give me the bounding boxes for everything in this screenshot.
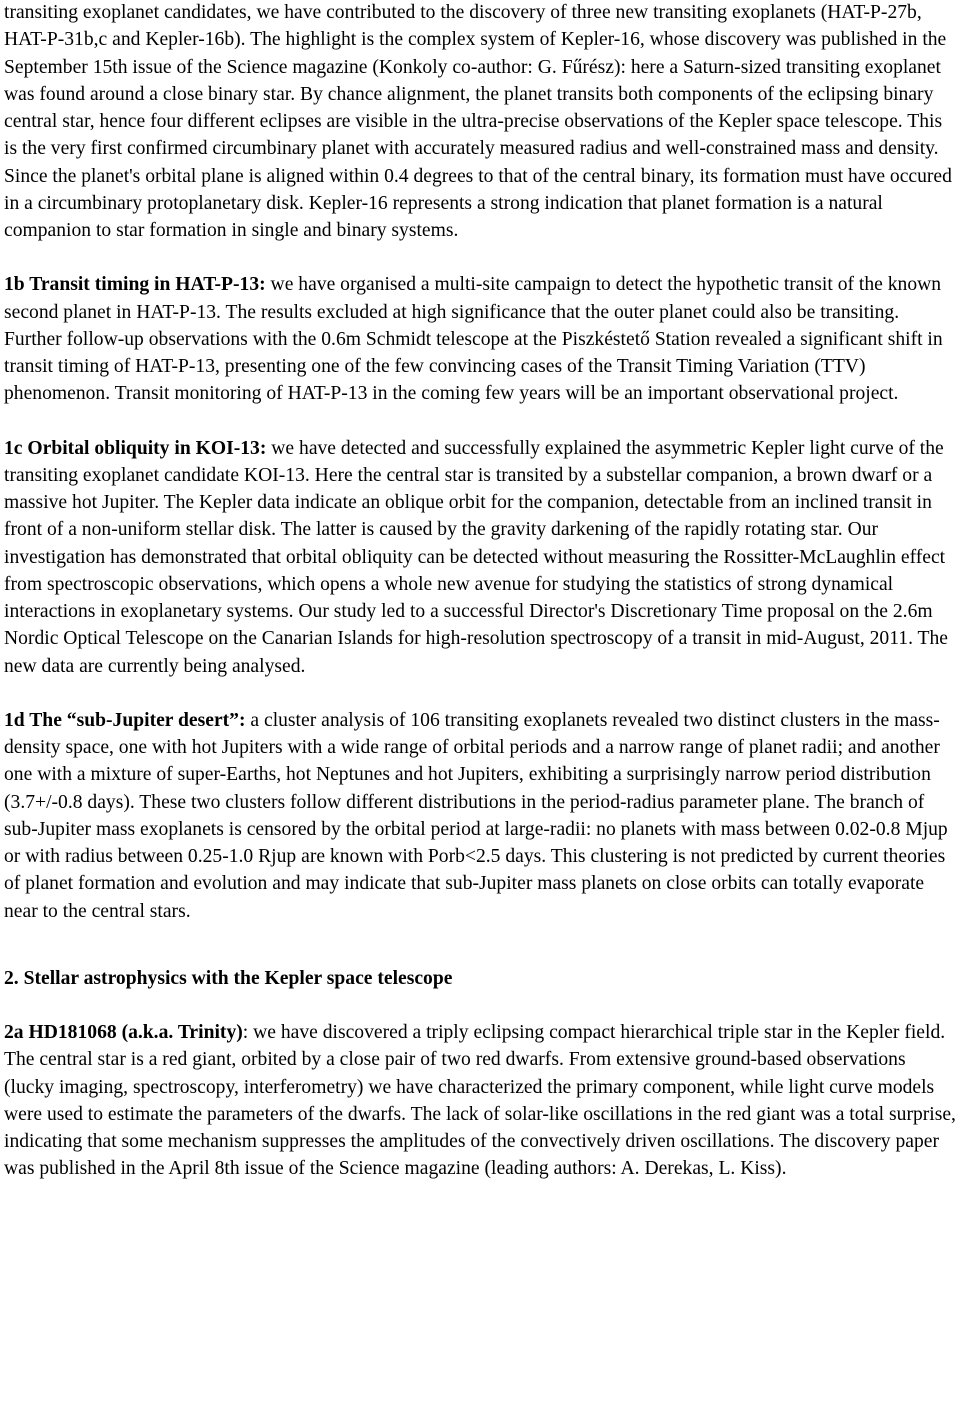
intro-text: transiting exoplanet candidates, we have contributed to the discovery of three new transiting exoplanets (HAT-P-27b, HAT-P-31b,c and Kepler-16b). The highlight is the complex system of Kepler-16, whose discovery was published in the September 15th issue of the Science magazine (Konkoly co-author: G. Fűrész): here a Saturn-sized transiting exoplanet was found around a close binary star. By chance alignment, the planet transits both components of the eclipsing binary central star, hence four different eclipses are visible in the ultra-precise observations of the Kepler space telescope. This is the very first confirmed circumbinary planet with accurately measured radius and well-constrained mass and density. Since the planet's orbital plane is aligned within 0.4 degrees to that of the central binary, its formation must have occured in a circumbinary protoplanetary disk. Kepler-16 represents a strong indication that planet formation is a natural companion to star formation in single and binary systems.: [4, 2, 952, 241]
section-2-heading: 2. Stellar astrophysics with the Kepler space telescope: [4, 967, 453, 989]
section-2a-text: : we have discovered a triply eclipsing compact hierarchical triple star in the Kepler field. The central star is a red giant, orbited by a close pair of two red dwarfs. From extensive ground-based observations (lucky imaging, spectroscopy, interferometry) we have characterized the primary component, while light curve models were used to estimate the parameters of the dwarfs. The lack of solar-like oscillations in the red giant was a total surprise, indicating that some mechanism suppresses the amplitudes of the convectively driven oscillations. The discovery paper was published in the April 8th issue of the Science magazine (leading authors: A. Derekas, L. Kiss).: [4, 1022, 956, 1180]
section-1b-text: we have organised a multi-site campaign to detect the hypothetic transit of the known second planet in HAT-P-13. The results excluded at high significance that the outer planet could also be transiting. Further follow-up observations with the 0.6m Schmidt telescope at the Piszkéstető Station revealed a significant shift in transit timing of HAT-P-13, presenting one of the few convincing cases of the Transit Timing Variation (TTV) phenomenon. Transit monitoring of HAT-P-13 in the coming few years will be an important observational project.: [4, 274, 943, 405]
section-1d-text: a cluster analysis of 106 transiting exoplanets revealed two distinct clusters in the mass-density space, one with hot Jupiters with a wide range of orbital periods and a narrow range of planet radii; and another one with a mixture of super-Earths, hot Neptunes and hot Jupiters, exhibiting a surprisingly narrow period distribution (3.7+/-0.8 days). These two clusters follow different distributions in the period-radius parameter plane. The branch of sub-Jupiter mass exoplanets is censored by the orbital period at large-radii: no planets with mass between 0.02-0.8 Mjup or with radius between 0.25-1.0 Rjup are known with Porb<2.5 days. This clustering is not predicted by current theories of planet formation and evolution and may indicate that sub-Jupiter mass planets on close orbits can totally evaporate near to the central stars.: [4, 709, 948, 922]
document-page: [4, 0, 956, 1183]
section-1c-text: we have detected and successfully explained the asymmetric Kepler light curve of the transiting exoplanet candidate KOI-13. Here the central star is transited by a substellar companion, a brown dwarf or a massive hot Jupiter. The Kepler data indicate an oblique orbit for the companion, detectable from an inclined transit in front of a non-uniform stellar disk. The latter is caused by the gravity darkening of the rapidly rotating star. Our investigation has demonstrated that orbital obliquity can be detected without measuring the Rossitter-McLaughlin effect from spectroscopic observations, which opens a whole new avenue for studying the statistics of strong dynamical interactions in exoplanetary systems. Our study led to a successful Director's Discretionary Time proposal on the 2.6m Nordic Optical Telescope on the Canarian Islands for high-resolution spectroscopy of a transit in mid-August, 2011. The new data are currently being analysed.: [4, 437, 948, 677]
section-1c-title: 1c Orbital obliquity in KOI-13:: [4, 437, 267, 459]
section-1d-title: 1d The “sub-Jupiter desert”:: [4, 709, 246, 731]
section-1d-paragraph: [4, 707, 956, 925]
section-1b-title: 1b Transit timing in HAT-P-13:: [4, 274, 266, 296]
section-1c-paragraph: [4, 435, 956, 680]
section-2a-paragraph: [4, 1019, 956, 1183]
section-1b-paragraph: [4, 271, 956, 407]
intro-paragraph: [4, 0, 956, 244]
section-2a-title: 2a HD181068 (a.k.a. Trinity): [4, 1022, 243, 1043]
